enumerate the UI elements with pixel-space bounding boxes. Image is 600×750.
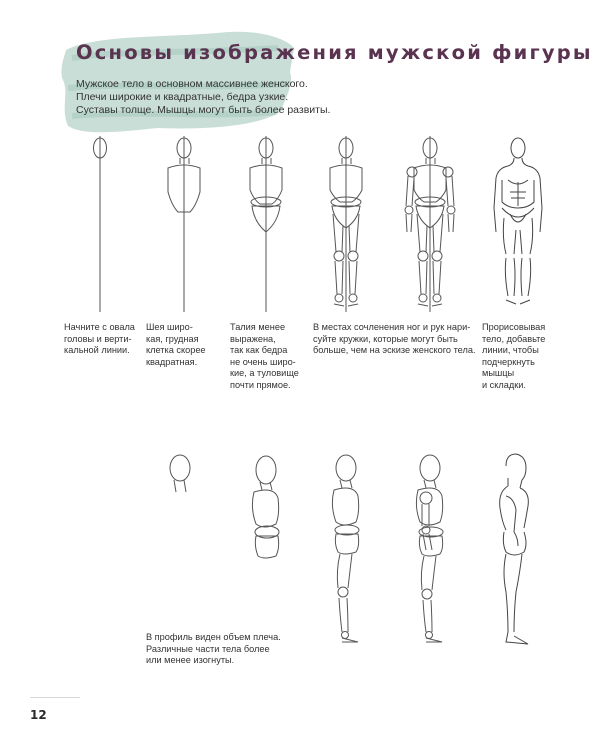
caption-line: или менее изогнуты. [146, 655, 235, 666]
caption-line: клетка скорее [146, 345, 206, 356]
caption-line: В местах сочленения ног и рук нари- [313, 322, 471, 332]
caption-line: тело, добавьте [482, 333, 546, 344]
caption-line: почти прямое. [230, 379, 291, 390]
page-number: 12 [30, 708, 47, 722]
caption-line: так как бедра [230, 345, 288, 356]
caption-line: квадратная. [146, 356, 198, 367]
front-figure-step-4 [316, 134, 376, 314]
caption-line: В профиль виден объем плеча. [146, 632, 281, 642]
caption-line: Талия менее [230, 322, 286, 332]
caption-line: выражена, [230, 333, 276, 344]
caption-line: суйте кружки, которые могут быть [313, 333, 458, 344]
front-figure-step-5 [396, 134, 464, 314]
caption-line: подчеркнуть [482, 356, 535, 367]
caption-profile [146, 632, 281, 667]
profile-figure-step-3 [316, 452, 376, 648]
caption-line: больше, чем на эскизе женского тела. [313, 345, 476, 356]
page-title: Основы изображения мужской фигуры [76, 41, 593, 64]
caption-line: Начните с овала [64, 322, 135, 332]
caption-line: Шея широ- [146, 322, 193, 332]
front-figure-step-2 [156, 134, 216, 314]
caption-line: кальной линии. [64, 345, 130, 356]
front-figure-step-1 [80, 134, 120, 314]
page-number-rule [30, 697, 80, 698]
caption-step-4 [313, 322, 476, 357]
caption-line: линии, чтобы [482, 345, 539, 356]
profile-figure-step-4 [400, 452, 460, 648]
caption-line: кие, а туловище [230, 368, 299, 379]
intro-line: Плечи широкие и квадратные, бедра узкие. [76, 91, 289, 103]
caption-line: и складки. [482, 379, 526, 390]
caption-line: кая, грудная [146, 333, 199, 344]
profile-figure-step-5 [484, 452, 548, 648]
intro-text [76, 78, 330, 117]
profile-figure-step-1 [162, 452, 202, 496]
caption-step-5 [482, 322, 545, 392]
caption-step-2 [146, 322, 206, 368]
caption-line: головы и верти- [64, 333, 132, 344]
caption-step-3 [230, 322, 299, 392]
caption-step-1 [64, 322, 135, 357]
front-figure-step-6 [486, 134, 550, 314]
caption-line: Прорисовывая [482, 322, 546, 332]
intro-line: Мужское тело в основном массивнее женского. [76, 78, 308, 90]
intro-line: Суставы толще. Мышцы могут быть более развиты. [76, 104, 331, 116]
front-figure-step-3 [236, 134, 300, 314]
caption-line: Различные части тела более [146, 643, 270, 654]
profile-figure-step-2 [240, 452, 290, 572]
caption-line: мышцы [482, 368, 515, 379]
caption-line: не очень широ- [230, 356, 296, 367]
